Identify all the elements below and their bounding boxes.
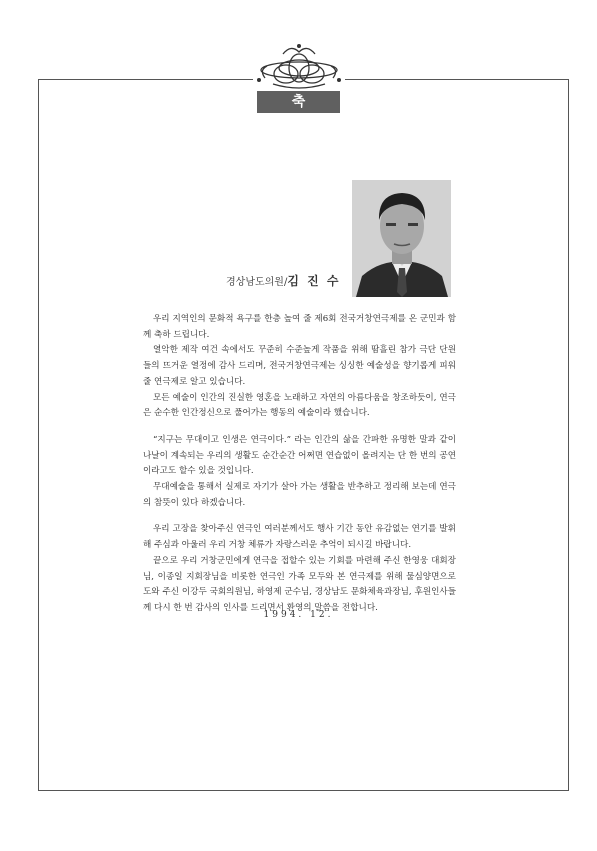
paragraph: 우리 지역인의 문화적 욕구를 한층 높여 줄 제6회 전국거창연극제를 온 군민과 함께 축하 드립니다. <box>143 314 456 340</box>
page-title: 축 사 <box>257 91 340 113</box>
paragraph: 무대예술을 통해서 실제로 자기가 살아 가는 생활을 반추하고 정리해 보는데 연극의 참뜻이 있다 하겠습니다. <box>143 482 456 508</box>
author-portrait <box>352 180 451 297</box>
paragraph: 끝으로 우리 거창군민에게 연극을 접할수 있는 기회를 마련해 주신 한영웅 대회장님, 이종일 지회장님을 비롯한 연극인 가족 모두와 본 연극제를 위해 물심양면으로 도와 주신 이강두 국회의원님, 하영제 군수님, 경상남도 문화체육과장님, 후원인사들께 다시 한 번 감사의 인사를 드리면서 환영의 말씀을 전합니다. <box>143 555 456 613</box>
paragraph: 우리 고장을 찾아주신 연극인 여러분께서도 행사 기간 동안 유감없는 연기를 발휘해 주심과 아울러 우리 거창 체류가 자랑스러운 추억이 되시길 바랍니다. <box>143 524 456 551</box>
author-title: 경상남도의원/ <box>226 277 288 288</box>
message-body <box>143 312 456 617</box>
paragraph: “지구는 무대이고 인생은 연극이다.” 라는 인간의 삶을 간파한 유명한 말과 같이 나날이 계속되는 우리의 생활도 순간순간 어쩌면 연습없이 올려지는 단 한 번의 공연이라고도 할수 있을 것입니다. <box>143 434 456 477</box>
author-name: 김 진 수 <box>287 274 341 288</box>
author-line <box>226 272 340 289</box>
paragraph: 열악한 제작 여건 속에서도 꾸준히 수준높게 작품을 위해 땀흘린 참가 극단 단원들의 뜨거운 열정에 감사 드리며, 전국거창연극제는 싱싱한 예술성을 향기롭게 피워 줄 연극제로 알고 있습니다. <box>143 345 456 387</box>
paragraph: 모든 예술이 인간의 진실한 영혼을 노래하고 자연의 아름다움을 창조하듯이, 연극은 순수한 인간정신으로 풀어가는 행동의 예술이라 했습니다. <box>143 392 456 419</box>
ornament-icon <box>253 40 345 90</box>
date: 1994. 12. <box>263 610 334 620</box>
